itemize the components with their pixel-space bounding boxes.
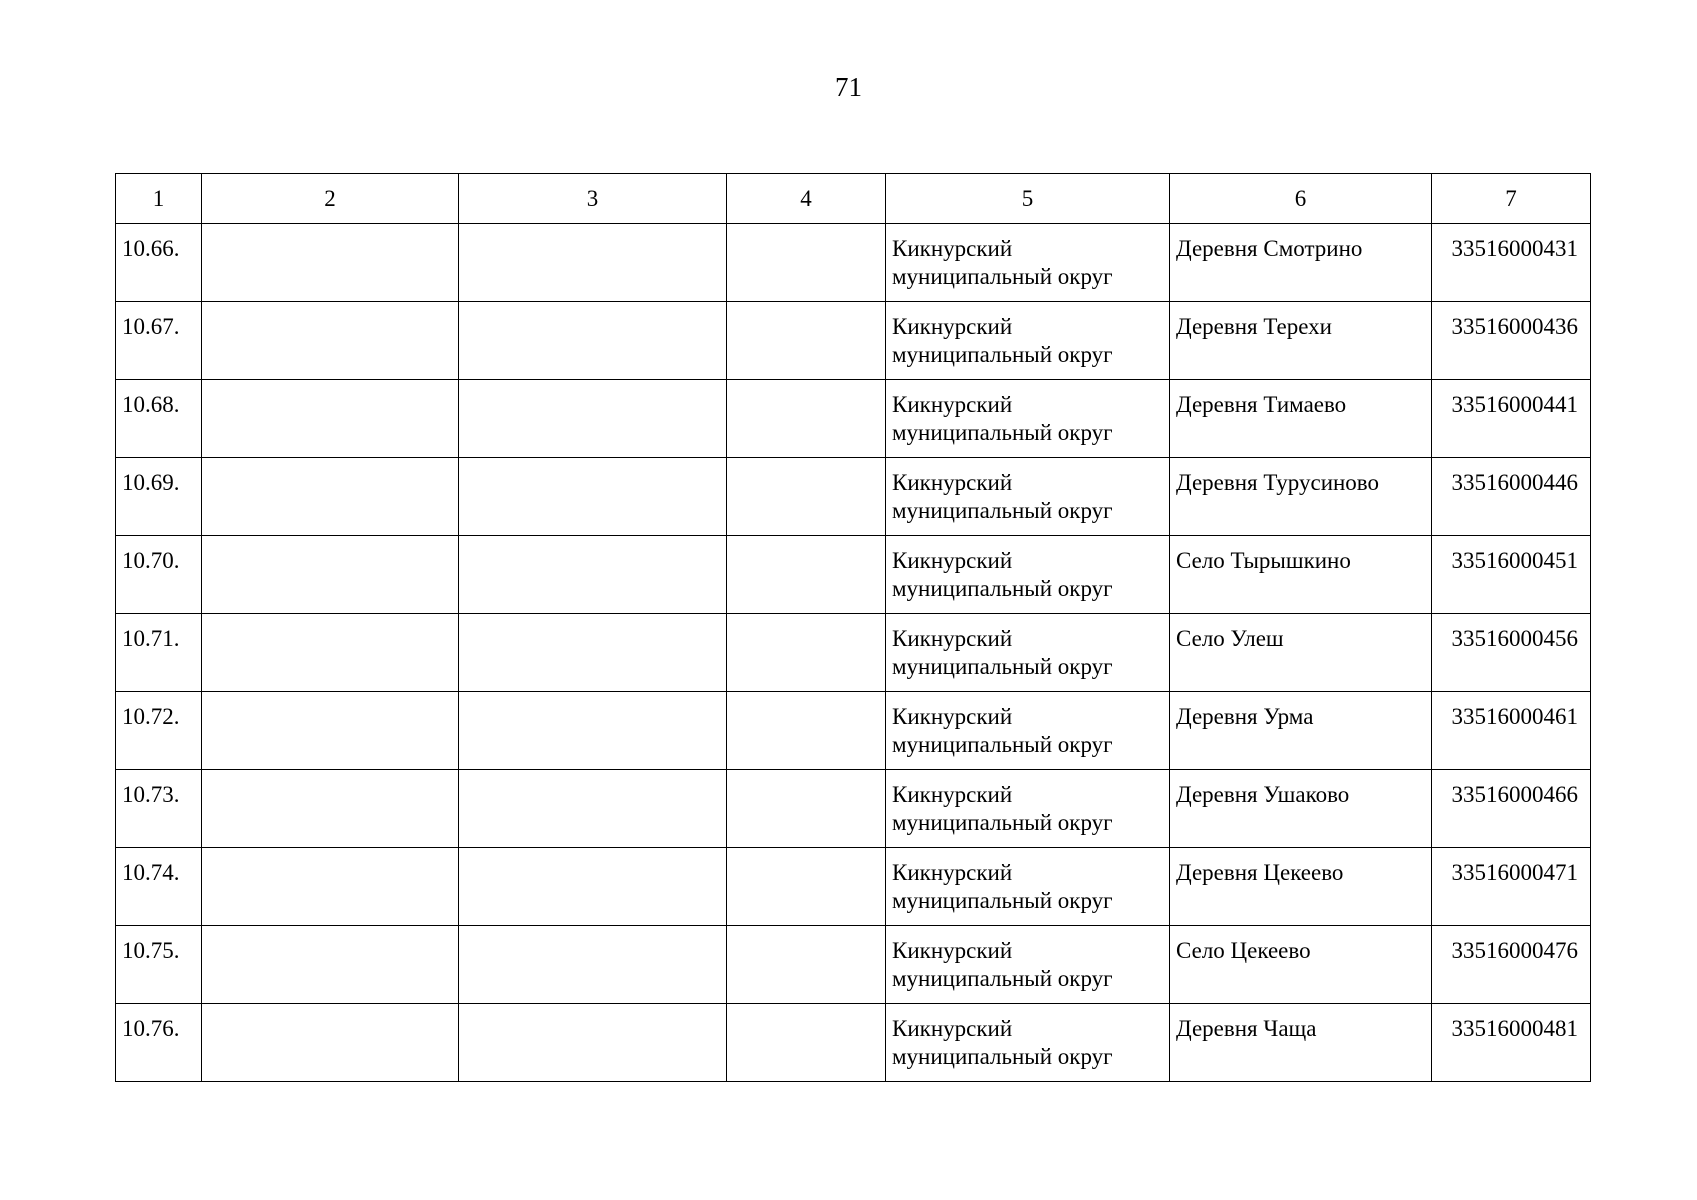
oktmo-code-cell: 33516000456 xyxy=(1432,614,1591,692)
oktmo-code-cell: 33516000476 xyxy=(1432,926,1591,1004)
column-header-3: 3 xyxy=(459,174,727,224)
column-4-cell xyxy=(727,926,886,1004)
district-cell: Кикнурский муниципальный округ xyxy=(886,458,1170,536)
table-row xyxy=(116,614,1591,692)
district-cell: Кикнурский муниципальный округ xyxy=(886,536,1170,614)
table-row xyxy=(116,302,1591,380)
column-3-cell xyxy=(459,380,727,458)
oktmo-code-cell: 33516000461 xyxy=(1432,692,1591,770)
settlement-cell: Деревня Ушаково xyxy=(1170,770,1432,848)
table-row xyxy=(116,1004,1591,1082)
column-3-cell xyxy=(459,224,727,302)
settlement-cell: Деревня Терехи xyxy=(1170,302,1432,380)
column-header-7: 7 xyxy=(1432,174,1591,224)
column-2-cell xyxy=(202,302,459,380)
oktmo-code-cell: 33516000481 xyxy=(1432,1004,1591,1082)
column-2-cell xyxy=(202,536,459,614)
district-cell: Кикнурский муниципальный округ xyxy=(886,614,1170,692)
settlement-cell: Деревня Тимаево xyxy=(1170,380,1432,458)
oktmo-code-cell: 33516000466 xyxy=(1432,770,1591,848)
column-4-cell xyxy=(727,458,886,536)
table-row xyxy=(116,380,1591,458)
column-3-cell xyxy=(459,770,727,848)
column-3-cell xyxy=(459,614,727,692)
column-2-cell xyxy=(202,692,459,770)
row-number-cell: 10.71. xyxy=(116,614,202,692)
row-number-cell: 10.70. xyxy=(116,536,202,614)
settlement-cell: Деревня Чаща xyxy=(1170,1004,1432,1082)
oktmo-code-cell: 33516000451 xyxy=(1432,536,1591,614)
row-number-cell: 10.66. xyxy=(116,224,202,302)
column-2-cell xyxy=(202,848,459,926)
column-4-cell xyxy=(727,224,886,302)
column-2-cell xyxy=(202,770,459,848)
row-number-cell: 10.73. xyxy=(116,770,202,848)
settlement-cell: Село Тырышкино xyxy=(1170,536,1432,614)
table-row xyxy=(116,224,1591,302)
row-number-cell: 10.67. xyxy=(116,302,202,380)
district-cell: Кикнурский муниципальный округ xyxy=(886,380,1170,458)
table-row xyxy=(116,770,1591,848)
row-number-cell: 10.72. xyxy=(116,692,202,770)
column-3-cell xyxy=(459,926,727,1004)
row-number-cell: 10.75. xyxy=(116,926,202,1004)
settlement-cell: Деревня Цекеево xyxy=(1170,848,1432,926)
district-cell: Кикнурский муниципальный округ xyxy=(886,1004,1170,1082)
row-number-cell: 10.69. xyxy=(116,458,202,536)
column-header-4: 4 xyxy=(727,174,886,224)
column-3-cell xyxy=(459,536,727,614)
column-2-cell xyxy=(202,380,459,458)
column-2-cell xyxy=(202,224,459,302)
row-number-cell: 10.76. xyxy=(116,1004,202,1082)
table-row xyxy=(116,536,1591,614)
settlement-cell: Село Улеш xyxy=(1170,614,1432,692)
table-row xyxy=(116,848,1591,926)
district-cell: Кикнурский муниципальный округ xyxy=(886,926,1170,1004)
district-cell: Кикнурский муниципальный округ xyxy=(886,302,1170,380)
column-3-cell xyxy=(459,692,727,770)
oktmo-code-cell: 33516000431 xyxy=(1432,224,1591,302)
district-cell: Кикнурский муниципальный округ xyxy=(886,692,1170,770)
table-body xyxy=(116,224,1591,1082)
column-header-5: 5 xyxy=(886,174,1170,224)
oktmo-code-cell: 33516000441 xyxy=(1432,380,1591,458)
column-4-cell xyxy=(727,302,886,380)
column-3-cell xyxy=(459,302,727,380)
oktmo-code-cell: 33516000446 xyxy=(1432,458,1591,536)
settlements-table xyxy=(115,173,1591,1082)
column-header-2: 2 xyxy=(202,174,459,224)
column-4-cell xyxy=(727,1004,886,1082)
settlement-cell: Деревня Турусиново xyxy=(1170,458,1432,536)
oktmo-code-cell: 33516000436 xyxy=(1432,302,1591,380)
column-3-cell xyxy=(459,458,727,536)
column-4-cell xyxy=(727,614,886,692)
column-2-cell xyxy=(202,926,459,1004)
column-2-cell xyxy=(202,1004,459,1082)
settlement-cell: Село Цекеево xyxy=(1170,926,1432,1004)
column-4-cell xyxy=(727,536,886,614)
column-3-cell xyxy=(459,1004,727,1082)
district-cell: Кикнурский муниципальный округ xyxy=(886,770,1170,848)
column-4-cell xyxy=(727,770,886,848)
column-header-6: 6 xyxy=(1170,174,1432,224)
table-row xyxy=(116,692,1591,770)
settlement-cell: Деревня Смотрино xyxy=(1170,224,1432,302)
table-row xyxy=(116,926,1591,1004)
page-number: 71 xyxy=(835,72,862,102)
table-row xyxy=(116,458,1591,536)
column-header-1: 1 xyxy=(116,174,202,224)
column-3-cell xyxy=(459,848,727,926)
row-number-cell: 10.74. xyxy=(116,848,202,926)
settlement-cell: Деревня Урма xyxy=(1170,692,1432,770)
column-2-cell xyxy=(202,458,459,536)
column-4-cell xyxy=(727,848,886,926)
column-4-cell xyxy=(727,692,886,770)
column-4-cell xyxy=(727,380,886,458)
row-number-cell: 10.68. xyxy=(116,380,202,458)
district-cell: Кикнурский муниципальный округ xyxy=(886,224,1170,302)
column-2-cell xyxy=(202,614,459,692)
table-header-row xyxy=(116,174,1591,224)
district-cell: Кикнурский муниципальный округ xyxy=(886,848,1170,926)
oktmo-code-cell: 33516000471 xyxy=(1432,848,1591,926)
